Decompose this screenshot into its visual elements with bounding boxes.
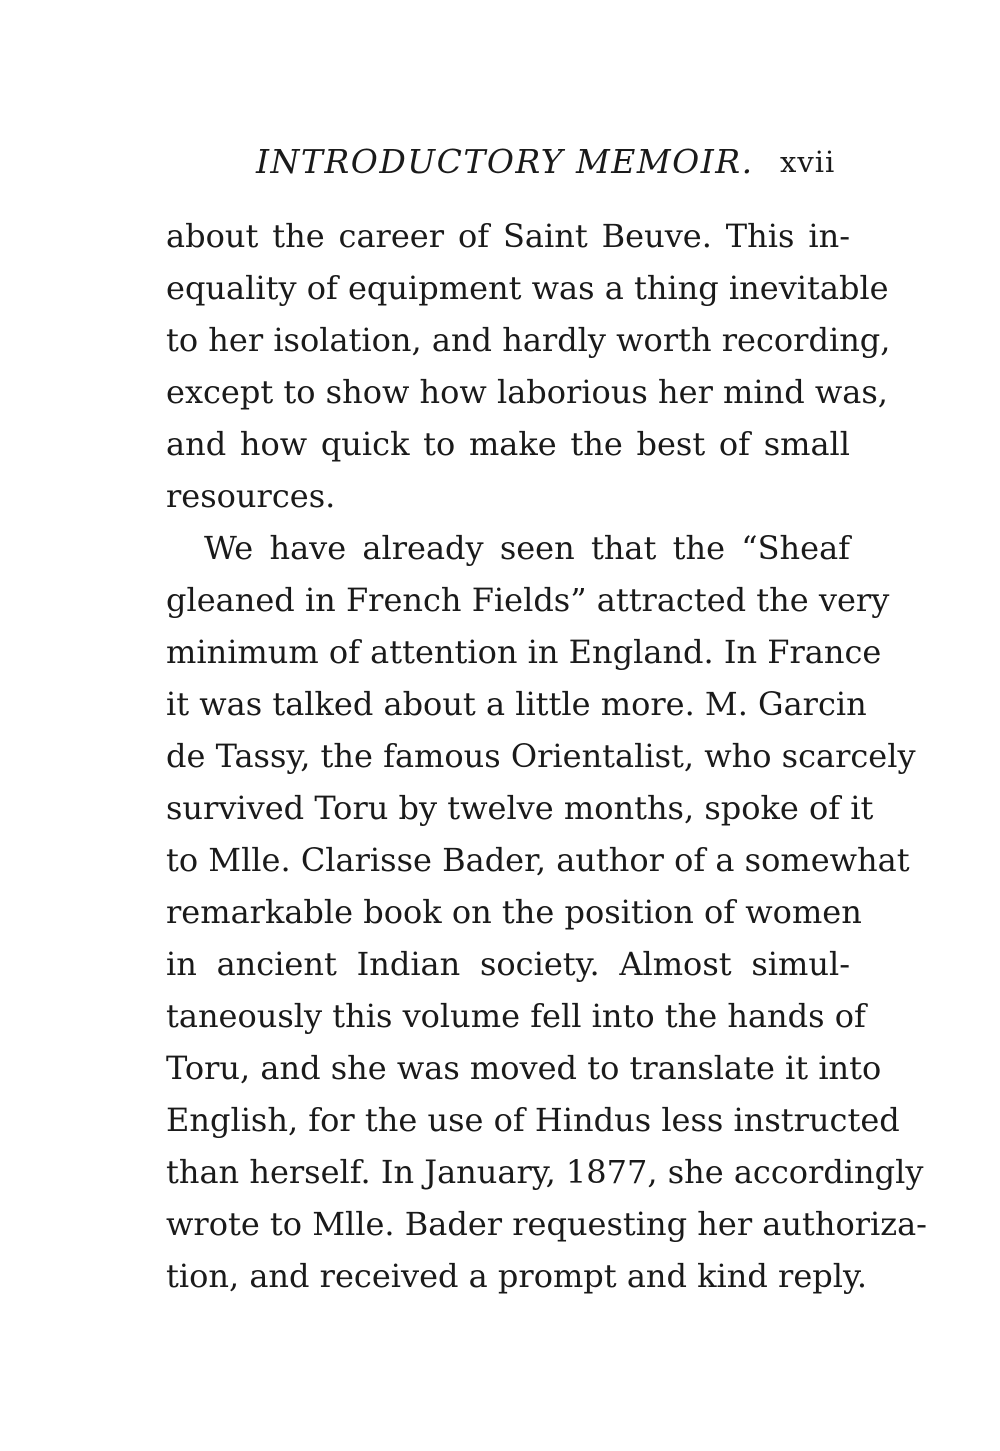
text-line: minimum of attention in England. In France [166,633,882,671]
text-line: survived Toru by twelve months, spoke of it [166,789,874,827]
text-line: resources. [166,477,336,515]
text-line: and how quick to make the best of small [166,425,850,463]
text-line: wrote to Mlle. Bader requesting her authoriza- [166,1205,927,1243]
text-line: tion, and received a prompt and kind reply. [166,1257,867,1295]
running-head [256,140,856,184]
text-line: except to show how laborious her mind was, [166,373,888,411]
running-head-title: INTRODUCTORY MEMOIR. [256,142,754,181]
page-number: xvii [780,145,836,179]
text-line: to Mlle. Clarisse Bader, author of a somewhat [166,841,910,879]
text-line: equality of equipment was a thing inevitable [166,269,889,307]
text-line: about the career of Saint Beuve. This in- [166,217,850,255]
text-line: Toru, and she was moved to translate it into [166,1049,882,1087]
text-line: remarkable book on the position of women [166,893,862,931]
text-line: taneously this volume fell into the hands of [166,997,866,1035]
text-line: de Tassy, the famous Orientalist, who scarcely [166,737,916,775]
text-line: to her isolation, and hardly worth recording, [166,321,891,359]
text-line: than herself. In January, 1877, she accordingly [166,1153,924,1191]
text-line: in ancient Indian society. Almost simul- [166,945,850,983]
body-text [166,210,927,1302]
text-line: gleaned in French Fields” attracted the very [166,581,890,619]
text-line: English, for the use of Hindus less instructed [166,1101,900,1139]
text-line: it was talked about a little more. M. Garcin [166,685,867,723]
text-line: We have already seen that the “Sheaf [204,529,850,567]
